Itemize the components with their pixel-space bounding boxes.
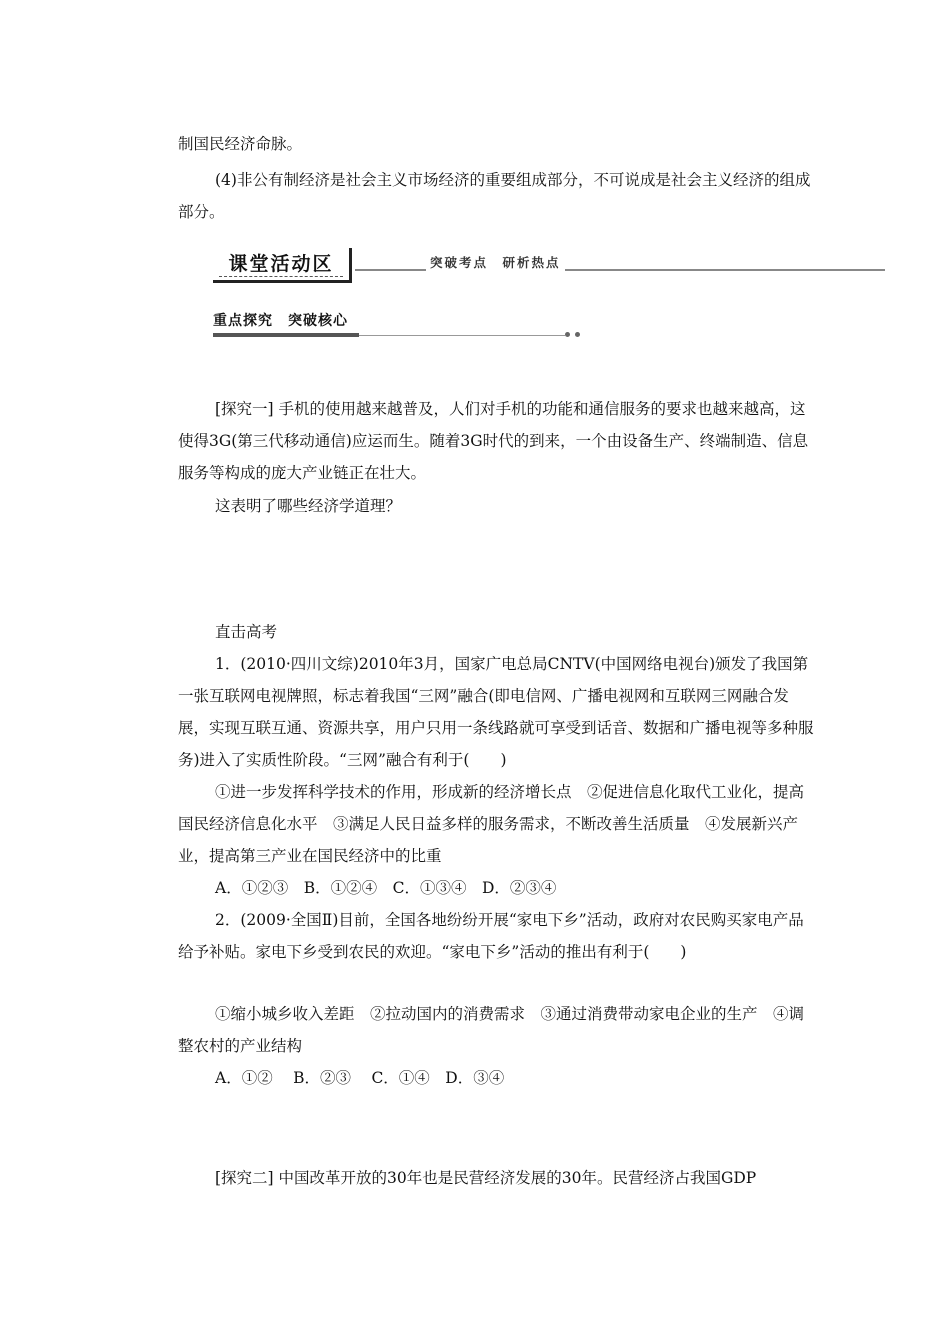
inquiry-1-question: 这表明了哪些经济学道理？ [215, 497, 402, 515]
inquiry-1-text: [探究一] 手机的使用越来越普及，人们对手机的功能和通信服务的要求也越来越高，这使得3G(第三代移动通信)应运而生。随着3G时代的到来，一个由设备生产、终端制造、信息服务等构成的庞大产业链正在壮大。 [178, 400, 809, 482]
exam-heading: 直击高考 [215, 623, 278, 641]
text-line: 制国民经济命脉。 [178, 135, 303, 153]
dot-icon [575, 332, 580, 337]
section-banner [213, 248, 885, 282]
question-1-items: ①进一步发挥科学技术的作用，形成新的经济增长点 ②促进信息化取代工业化，提高国民经济信息化水平 ③满足人民日益多样的服务需求，不断改善生活质量 ④发展新兴产业，提高第三产业在国民经济中的比重 [178, 783, 805, 865]
section-subtitle: 突破考点 研析热点 [426, 253, 565, 271]
subsection-bar [213, 333, 359, 337]
subsection-banner [213, 310, 583, 338]
question-2-items: ①缩小城乡收入差距 ②拉动国内的消费需求 ③通过消费带动家电企业的生产 ④调整农村的产业结构 [178, 1005, 805, 1055]
subsection-title: 重点探究 突破核心 [213, 313, 348, 329]
dot-icon [565, 332, 570, 337]
question-1-stem: 1．(2010·四川文综)2010年3月，国家广电总局CNTV(中国网络电视台)颁发了我国第一张互联网电视牌照，标志着我国“三网”融合(即电信网、广播电视网和互联网三网融合发展，实现互联互通、资源共享，用户只用一条线路就可享受到话音、数据和广播电视等多种服务)进入了实质性阶段。“三网”融合有利于( ) [178, 655, 814, 769]
section-title: 课堂活动区 [213, 248, 352, 283]
question-1-options: A．①②③ B．①②④ C．①③④ D．②③④ [215, 879, 557, 897]
question-2-stem: 2．(2009·全国Ⅱ)目前，全国各地纷纷开展“家电下乡”活动，政府对农民购买家电产品给予补贴。家电下乡受到农民的欢迎。“家电下乡”活动的推出有利于( ) [178, 911, 804, 961]
text-paragraph: (4)非公有制经济是社会主义市场经济的重要组成部分，不可说成是社会主义经济的组成部分。 [178, 171, 811, 221]
inquiry-2-text: [探究二] 中国改革开放的30年也是民营经济发展的30年。民营经济占我国GDP [215, 1169, 757, 1187]
question-2-options: A．①② B．②③ C．①④ D．③④ [215, 1069, 505, 1087]
subsection-rule [359, 335, 565, 336]
